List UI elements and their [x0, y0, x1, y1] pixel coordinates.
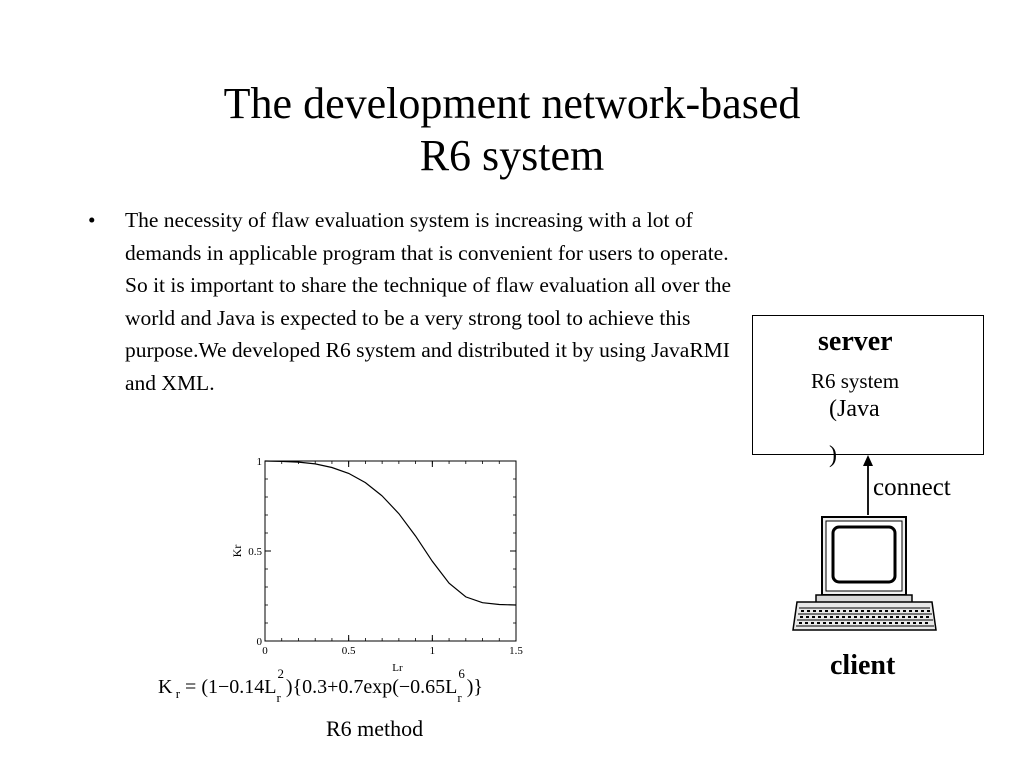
x-tick-label: 0: [262, 645, 268, 657]
x-tick-label: 0.5: [341, 645, 356, 657]
java-label-line2: ): [829, 442, 837, 468]
r6-formula: K $_r$ = (1−0.14L 2 $_r$ ){0.3+0.7exp(−0.65L 6 $_r$ )}: [158, 666, 484, 705]
bullet-text: The necessity of flaw evaluation system is increasing with a lot of demands in applicable program that is convenient for users to operate. So it is important to share the technique of flaw evaluation all over the world and Java is expected to be a very strong tool to achieve this purpose.We developed R6 system and distributed it by using JavaRMI and XML.: [125, 208, 732, 395]
x-axis-label: Lr: [392, 662, 403, 674]
system-label: R6 system: [811, 369, 900, 393]
server-label: server: [818, 326, 893, 357]
y-tick-label: 0.5: [248, 546, 262, 558]
y-axis-label: Kr: [230, 544, 244, 558]
formula-caption: R6 method: [326, 716, 424, 741]
bullet-marker: •: [88, 208, 96, 232]
connect-label: connect: [873, 474, 951, 501]
client-label: client: [830, 650, 896, 681]
title-line-1: The development network-based: [223, 79, 801, 128]
x-tick-label: 1: [429, 645, 436, 657]
x-tick-label: 1.5: [509, 645, 523, 657]
y-tick-label: 1: [256, 456, 262, 468]
y-tick-label: 0: [256, 636, 262, 648]
title-line-2: R6 system: [419, 131, 605, 180]
java-label-line1: (Java: [829, 396, 880, 422]
